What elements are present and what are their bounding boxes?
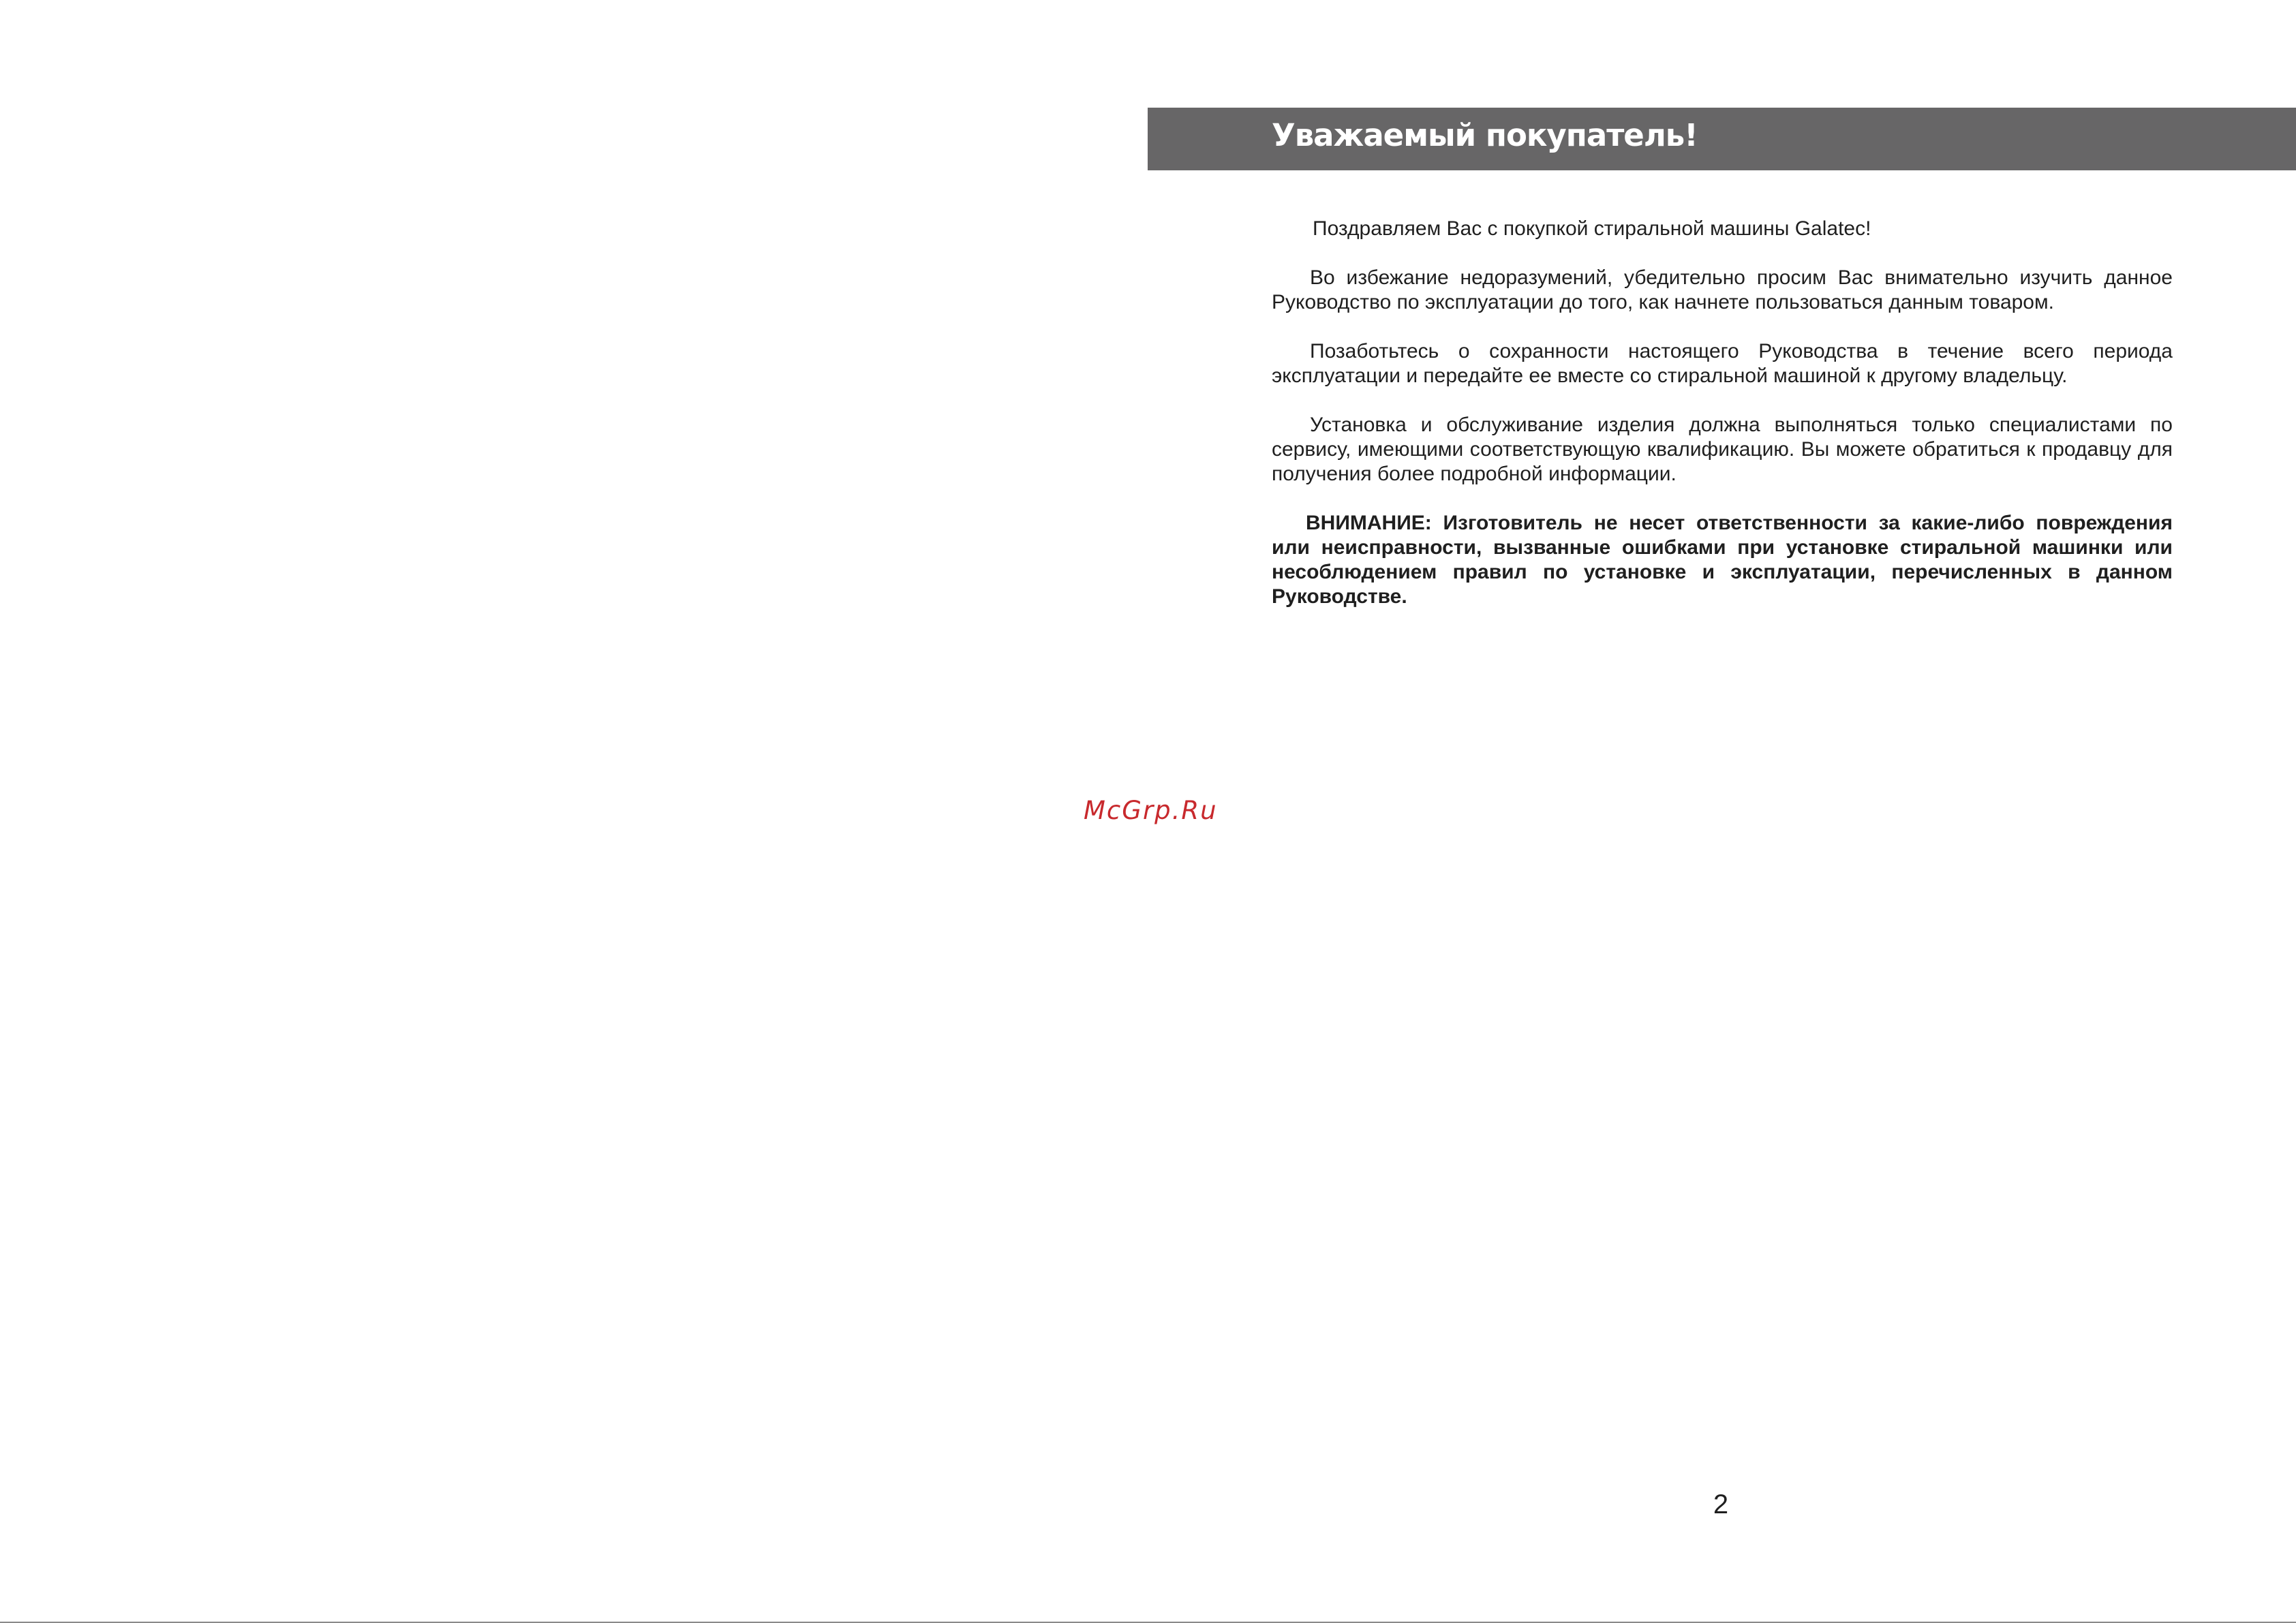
page-number: 2 xyxy=(1713,1489,1729,1519)
page-title: Уважаемый покупатель! xyxy=(1272,117,1698,153)
paragraph-greeting: Поздравляем Вас с покупкой стиральной машины Galatec! xyxy=(1313,217,1871,240)
paragraph-keep-manual: Позаботьтесь о сохранности настоящего Руководства в течение всего периода эксплуатации и передайте ее вместе со стиральной машиной к другому владельцу. xyxy=(1272,340,2173,387)
watermark-link[interactable]: McGrp.Ru xyxy=(1084,796,1218,825)
paragraph-warning: ВНИМАНИЕ: Изготовитель не несет ответственности за какие-либо повреждения или неисправности, вызванные ошибками при установке стиральной машинки или несоблюдением правил по установке и эксплуатации, перечисленных в данном Руководстве. xyxy=(1272,512,2173,608)
paragraph-read-manual: Во избежание недоразумений, убедительно просим Вас внимательно изучить данное Руководство по эксплуатации до того, как начнете пользоваться данным товаром. xyxy=(1272,266,2173,313)
header-bar xyxy=(1148,108,2296,170)
body-text xyxy=(1272,217,2173,634)
paragraph-service: Установка и обслуживание изделия должна выполняться только специалистами по сервису, имеющими соответствующую квалификацию. Вы можете обратиться к продавцу для получения более подробной информации. xyxy=(1272,414,2173,485)
